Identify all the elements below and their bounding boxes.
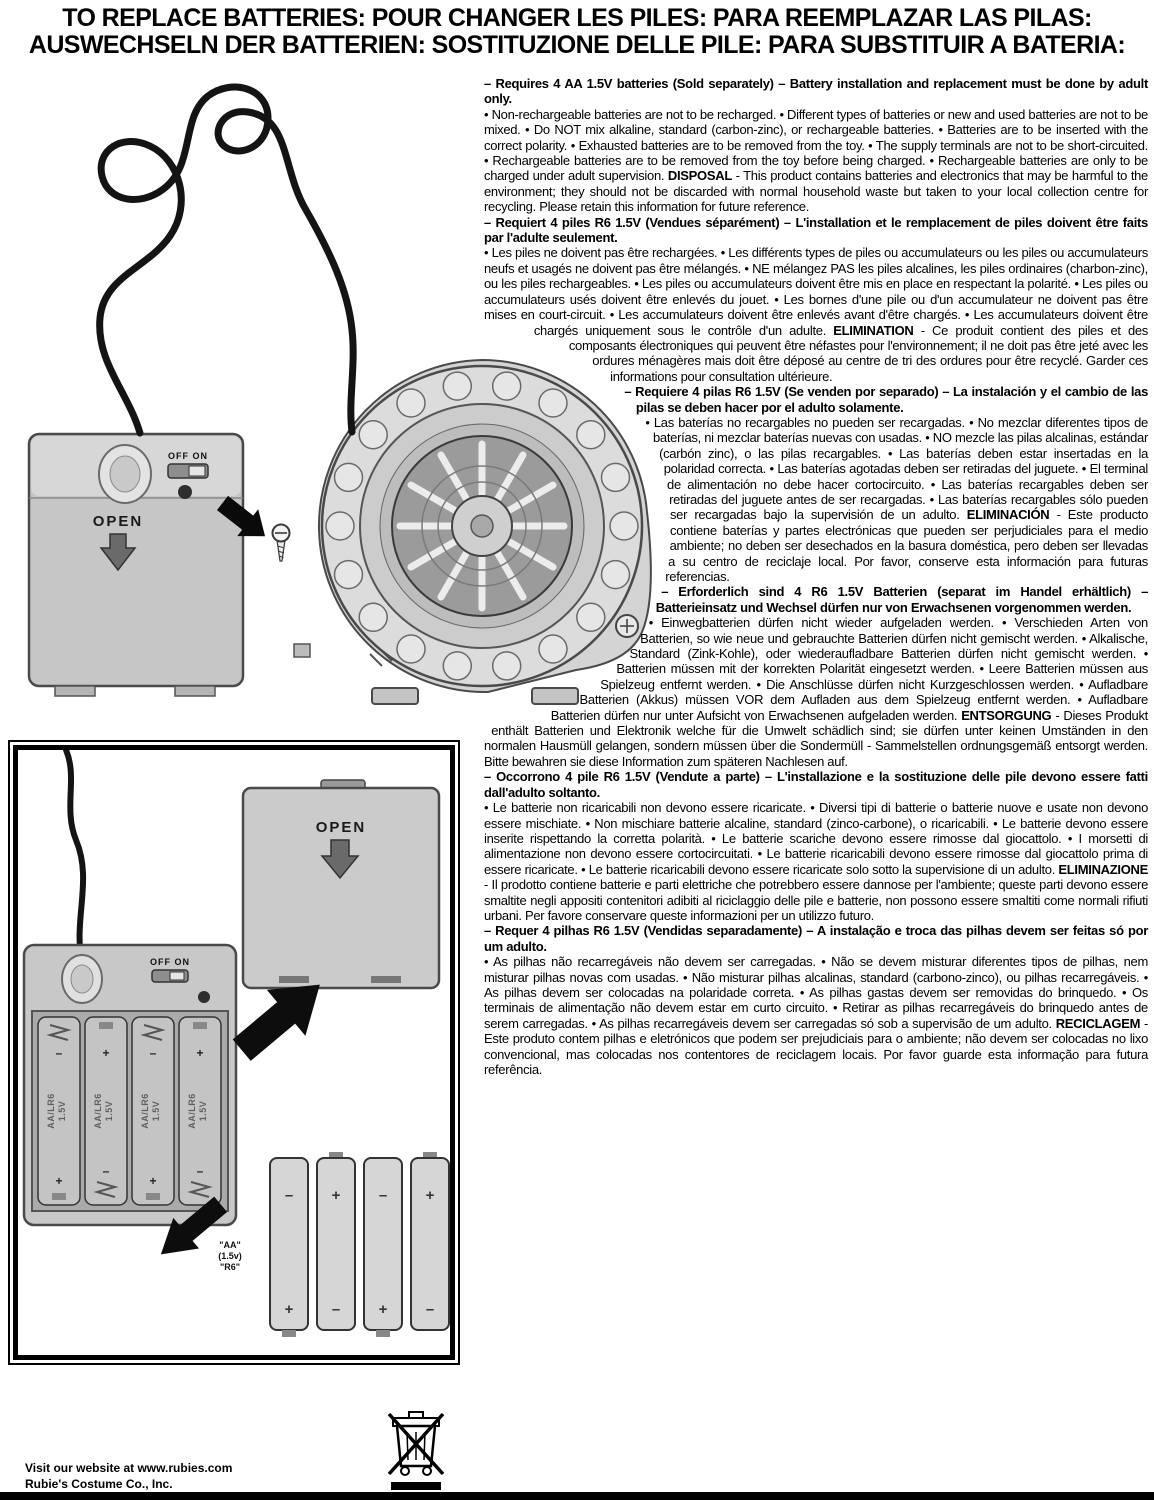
- cover-slot: [279, 976, 309, 983]
- body-text: - Ce produit contient des piles et des composants électroniques qui peuvent être néfastes pour l'environnement; il ne doit pas être jeté avec les ordures ménagères mais doit être déposé au centre de tri des ordures pour être recyclé. Garder ces informations pour consultation ultérieure.: [568, 322, 1149, 384]
- screw-hole: [198, 991, 210, 1003]
- body-text: • Les piles ne doivent pas être rechargées. • Les différents types de piles ou accumulateurs ou les piles ou accumulateurs neufs et usagés ne doivent pas être mélangés. • NE mélangez PAS les piles alcalines, les piles ordinaires (charbon-zinc), ou les piles rechargeables. • Les piles ou accumulateurs doivent être mis en place en respectant la polarité. • Les piles ou accumulateurs usés doivent être enlevés du jouet. • Les bornes d'une pile ou d'un accumulateur ne doivent pas être mises en court-circuit. • Les accumulateurs doivent être enlevés avant d'être chargés. • Les accumulateurs doivent être chargés uniquement sous le contrôle d'un adulte.: [484, 245, 1148, 338]
- battery-install-frame-inner: [13, 745, 455, 1360]
- cell-label: 1.5V: [151, 1100, 161, 1122]
- battery-cell: [179, 1017, 221, 1205]
- loose-battery: [317, 1152, 355, 1330]
- section-heading-portuguese: – Requer 4 pilhas R6 1.5V (Vendidas separadamente) – A instalação e troca das pilhas devem ser feitas só por um adulto.: [484, 923, 1148, 954]
- section-heading-spanish: – Requiere 4 pilas R6 1.5V (Se venden por separado) – La instalación y el cambio de las pilas se deben hacer por el adulto solamente.: [624, 384, 1148, 415]
- battery-cell: [132, 1017, 174, 1205]
- minus-sign: –: [425, 1301, 435, 1318]
- terminal-nub: [52, 1193, 66, 1200]
- disposal-keyword: ENTSORGUNG: [961, 707, 1052, 723]
- switch-knob: [189, 466, 205, 476]
- body-text: • As pilhas não recarregáveis não devem ser carregadas. • Não se devem misturar diferentes tipos de pilhas, nem misturar pilhas novas com usadas. • Não misturar pilhas alcalinas, standard (carbono-zinco), ou pilhas recarregáveis. • As pilhas devem ser colocadas na polaridade correta. • As pilhas gastas devem ser removidas do brinquedo. • Os terminais de alimentação não devem estar em curto circuito. • Retirar as pilhas recarregáveis do brinquedo antes de serem carregadas. • As pilhas recarregáveis devem ser carregadas só sob a supervisão de um adulto.: [484, 954, 1148, 1031]
- screw-hole: [178, 485, 192, 499]
- body-text: • Einwegbatterien dürfen nicht wieder aufgeladen werden. • Verschieden Arten von Batterien, so wie neue und gebrauchte Batterien dürfen nicht gemischt werden. • Alkalische, Standard (Zink-Kohle), oder wiederaufladbare Batterien dürfen nicht gemischt werden. • Batterien müssen mit der korrekten Polarität eingesetzt werden. • Leere Batterien müssen aus Spielzeug entfernt werden. • Die Anschlüsse dürfen nicht Kurzgeschlossen werden. • Aufladbare Batterien (Akkus) müssen VOR dem Aufladen aus dem Spielzeug entfernt werden. • Aufladbare Batterien dürfen nur unter Aufsicht von Erwachsenen aufgeladen werden.: [550, 615, 1148, 723]
- body-text: - This product contains batteries and electronics that may be harmful to the environment; they should not be discarded with normal household waste but taken to your local collection centre for recycling. Please retain this information for future reference.: [484, 168, 1148, 215]
- page-title: [0, 5, 1154, 59]
- minus-sign: –: [55, 1046, 63, 1060]
- section-heading-italian: – Occorrono 4 pile R6 1.5V (Vendute a parte) – L'installazione e la sostituzione delle pile devono essere fatti dall'adulto soltanto.: [484, 769, 1148, 800]
- section-italian: [484, 769, 1148, 923]
- terminal-nub: [99, 1022, 113, 1029]
- body-text: - Este producto contiene baterías y partes electrónicas que pueden ser perjudiciales para el medio ambiente; no deben ser desechados en la basura doméstica, pero deben ser llevadas a su centro de reciclaje local. Por favor, conserve esta información para futuras referencias.: [665, 507, 1149, 584]
- battery-cell: [38, 1017, 80, 1205]
- bottom-black-bar: [0, 1492, 1154, 1500]
- cell-label: 1.5V: [104, 1100, 114, 1122]
- loose-battery: [364, 1158, 402, 1337]
- open-label: OPEN: [92, 513, 144, 530]
- battery-cell: [85, 1017, 127, 1205]
- cell-label: 1.5V: [57, 1100, 67, 1122]
- terminal-nub: [376, 1330, 390, 1337]
- holder-wire: [66, 750, 83, 962]
- disposal-keyword: DISPOSAL: [667, 168, 732, 184]
- section-body-english: [484, 107, 1148, 214]
- section-body-portuguese: [484, 954, 1148, 1077]
- plus-sign: +: [55, 1174, 63, 1188]
- minus-sign: –: [102, 1164, 110, 1178]
- section-body-spanish: [645, 415, 1148, 584]
- plus-sign: +: [331, 1187, 341, 1204]
- minus-sign: –: [149, 1046, 157, 1060]
- loose-battery: [270, 1158, 308, 1337]
- cell-label: 1.5V: [198, 1100, 208, 1122]
- size-note-line: (1.5v): [218, 1251, 242, 1261]
- disposal-keyword: RECICLAGEM: [1055, 1015, 1141, 1031]
- minus-sign: –: [378, 1187, 388, 1204]
- plus-sign: +: [102, 1046, 110, 1060]
- cell-label: AA/LR6: [140, 1093, 150, 1129]
- terminal-nub: [146, 1193, 160, 1200]
- body-text: - Este produto contem pilhas e eletrónicos que podem ser prejudiciais para o ambiente; não devem ser colocadas no lixo convencional, mas colocadas nos contentores de reciclagem locais. Por favor guarde esta informação para futura referência.: [484, 1015, 1148, 1077]
- footer-website: Visit our website at www.rubies.com: [25, 1461, 233, 1475]
- cable-connector: [294, 644, 310, 657]
- weee-crossed-bin-icon: [385, 1402, 447, 1494]
- body-text: • Le batterie non ricaricabili non devono essere ricaricate. • Diversi tipi di batterie o batterie nuove e usate non devono essere mischiate. • Non mischiare batterie alcaline, standard (zinco-carbone), o ricaricabili. • Le batterie devono essere inserite rispettando la corretta polarità. • Le batterie scariche devono essere rimosse dal giocattolo. • I morsetti di alimentazione non devono essere cortocircuitati. • Le batterie ricaricabili devono essere rimosse dal giocattolo prima di essere ricaricate. • Le batterie ricaricabili devono essere ricaricate solo sotto la supervisione di un adulto.: [484, 800, 1148, 877]
- terminal-nub: [282, 1330, 296, 1337]
- open-label: OPEN: [315, 819, 367, 836]
- disposal-keyword: ELIMINAZIONE: [1058, 861, 1148, 877]
- size-note-line: "AA": [219, 1240, 241, 1250]
- body-text: • Las baterías no recargables no pueden ser recargadas. • No mezclar diferentes tipos de baterías, ni mezclar baterías nuevas con usadas. • NO mezcle las pilas alcalinas, estándar (carbón zinc), o las pilas recargables. • Las baterías deben estar insertadas en la polaridad correcta. • Las baterías agotadas deben ser retiradas del juguete. • El terminal de alimentación no debe hacer cortocircuito. • Las baterías recargables deben ser retiradas del juguete antes de ser recargadas. • Las baterías recargables sólo pueden ser recargadas bajo la supervisión de un adulto.: [645, 414, 1148, 523]
- cell-label: AA/LR6: [46, 1093, 56, 1129]
- battery-install-diagram: [18, 750, 450, 1355]
- minus-sign: –: [331, 1301, 341, 1318]
- battery-cover-plate: [243, 780, 439, 988]
- plus-sign: +: [196, 1046, 204, 1060]
- section-heading-german: – Erforderlich sind 4 R6 1.5V Batterien (separat im Handel erhältlich) – Batterieinsatz und Wechsel dürfen nur von Erwachsenen vorgenommen werden.: [655, 584, 1148, 615]
- footer-company: Rubie's Costume Co., Inc.: [25, 1477, 173, 1491]
- body-text: - Dieses Produkt enthält Batterien und Elektronik welche für die Umwelt schädlich sind; sie dürfen unter keinen Umständen in den normalen Hausmüll gelangen, sondern müssen über die Sondermüll - Sammelstellen ordnungsgemäß entsorgt werden. Bitte bewahren sie diese Information zum späteren Nachlesen auf.: [484, 707, 1148, 769]
- loose-batteries: [270, 1152, 449, 1337]
- size-note-line: "R6": [219, 1262, 241, 1272]
- disposal-keyword: ELIMINACIÓN: [966, 507, 1050, 523]
- off-on-label: OFF ON: [150, 957, 190, 967]
- battery-install-frame: [8, 740, 460, 1365]
- plus-sign: +: [425, 1187, 435, 1204]
- battery-size-note: [218, 1240, 242, 1272]
- off-on-label: OFF ON: [168, 451, 208, 461]
- cell-label: AA/LR6: [187, 1093, 197, 1129]
- minus-sign: –: [196, 1164, 204, 1178]
- loose-battery: [411, 1152, 449, 1330]
- cover-slot: [371, 976, 401, 983]
- section-body-italian: [484, 800, 1148, 923]
- battery-compartment-illustration: [25, 428, 260, 706]
- section-portuguese: [484, 923, 1148, 1077]
- plus-sign: +: [149, 1174, 157, 1188]
- instructions-text: [484, 76, 1148, 1077]
- body-text: • Non-rechargeable batteries are not to be recharged. • Different types of batteries or new and used batteries are not to be mixed. • Do NOT mix alkaline, standard (carbon-zinc), or rechargeable batteries. • Batteries are to be inserted with the correct polarity. • Exhausted batteries are to be removed from the toy. • The supply terminals are not to be short-circuited. • Rechargeable batteries are to be removed from the toy before being charged. • Rechargeable batteries are only to be charged under adult supervision.: [484, 106, 1148, 184]
- body-text: - Il prodotto contiene batterie e parti elettriche che potrebbero essere dannose per l'ambiente; queste parti devono essere smaltite negli appositi contenitori adibiti al riciclaggio delle pile e batterie, non possono essere smaltiti come normali rifiuti urbani. Per favore conservare queste informazioni per un utilizzo futuro.: [484, 877, 1148, 923]
- disposal-keyword: ELIMINATION: [833, 322, 914, 338]
- terminal-nub: [193, 1022, 207, 1029]
- section-heading-french: – Requiert 4 piles R6 1.5V (Vendues séparément) – L'installation et le remplacement de piles doivent être faits par l'adulte seulement.: [484, 214, 1148, 246]
- plus-sign: +: [378, 1301, 388, 1318]
- fan-foot-left: [372, 688, 418, 704]
- switch-knob: [170, 972, 184, 980]
- plus-sign: +: [284, 1301, 294, 1318]
- footer: [25, 1460, 232, 1492]
- battery-holder: [24, 945, 236, 1225]
- cell-label: AA/LR6: [93, 1093, 103, 1129]
- screw-icon: [273, 525, 290, 562]
- section-heading-english: – Requires 4 AA 1.5V batteries (Sold separately) – Battery installation and replacement must be done by adult only.: [484, 76, 1148, 107]
- title-line-2: AUSWECHSELN DER BATTERIEN: SOSTITUZIONE DELLE PILE: PARA SUBSTITUIR A BATERIA:: [28, 31, 1126, 59]
- title-line-1: TO REPLACE BATTERIES: POUR CHANGER LES PILES: PARA REEMPLAZAR LAS PILAS:: [62, 4, 1092, 32]
- minus-sign: –: [284, 1187, 294, 1204]
